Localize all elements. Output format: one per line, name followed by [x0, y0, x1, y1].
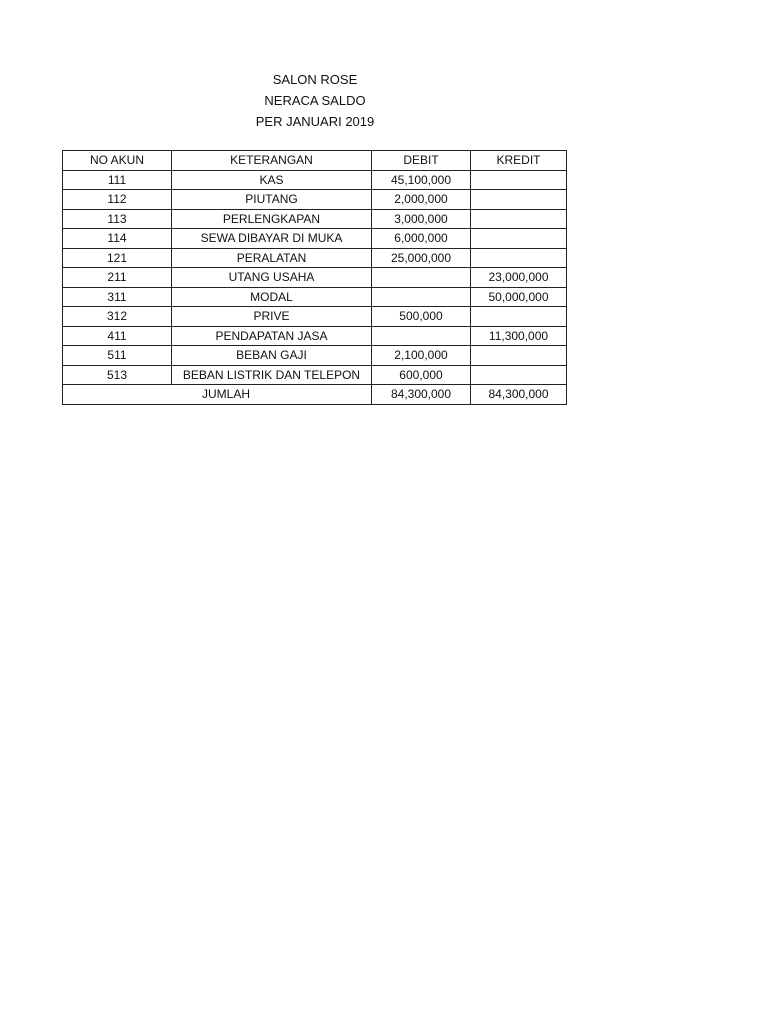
column-header-account-number: NO AKUN: [63, 151, 172, 171]
table-row: [63, 326, 567, 346]
credit-cell: 50,000,000: [471, 287, 567, 307]
total-debit: 84,300,000: [372, 385, 471, 405]
trial-balance-table: [62, 150, 567, 405]
total-row: [63, 385, 567, 405]
table-body: [63, 170, 567, 385]
table-row: [63, 248, 567, 268]
account-number-cell: 211: [63, 268, 172, 288]
table-row: [63, 229, 567, 249]
credit-cell: [471, 190, 567, 210]
total-credit: 84,300,000: [471, 385, 567, 405]
description-cell: BEBAN GAJI: [172, 346, 372, 366]
table-row: [63, 190, 567, 210]
debit-cell: [372, 326, 471, 346]
table-row: [63, 209, 567, 229]
table-row: [63, 268, 567, 288]
description-cell: SEWA DIBAYAR DI MUKA: [172, 229, 372, 249]
credit-cell: [471, 248, 567, 268]
total-label: JUMLAH: [201, 387, 250, 402]
debit-cell: 25,000,000: [372, 248, 471, 268]
total-label-cell: [63, 385, 372, 405]
description-cell: PIUTANG: [172, 190, 372, 210]
debit-cell: 6,000,000: [372, 229, 471, 249]
debit-cell: 2,100,000: [372, 346, 471, 366]
credit-cell: [471, 365, 567, 385]
debit-cell: 45,100,000: [372, 170, 471, 190]
description-cell: PRIVE: [172, 307, 372, 327]
description-cell: PENDAPATAN JASA: [172, 326, 372, 346]
credit-cell: [471, 229, 567, 249]
table-row: [63, 346, 567, 366]
account-number-cell: 511: [63, 346, 172, 366]
account-number-cell: 311: [63, 287, 172, 307]
credit-cell: [471, 170, 567, 190]
description-cell: PERALATAN: [172, 248, 372, 268]
report-period: PER JANUARI 2019: [255, 114, 375, 129]
table-row: [63, 307, 567, 327]
debit-cell: 3,000,000: [372, 209, 471, 229]
account-number-cell: 113: [63, 209, 172, 229]
table-row: [63, 170, 567, 190]
debit-cell: 500,000: [372, 307, 471, 327]
account-number-cell: 121: [63, 248, 172, 268]
account-number-cell: 112: [63, 190, 172, 210]
column-header-debit: DEBIT: [372, 151, 471, 171]
credit-cell: [471, 346, 567, 366]
table-header-row: [63, 151, 567, 171]
description-cell: UTANG USAHA: [172, 268, 372, 288]
company-name: SALON ROSE: [272, 72, 358, 87]
table-row: [63, 287, 567, 307]
account-number-cell: 411: [63, 326, 172, 346]
debit-cell: [372, 287, 471, 307]
column-header-description: KETERANGAN: [172, 151, 372, 171]
column-header-credit: KREDIT: [471, 151, 567, 171]
account-number-cell: 312: [63, 307, 172, 327]
credit-cell: [471, 307, 567, 327]
table-row: [63, 365, 567, 385]
account-number-cell: 114: [63, 229, 172, 249]
description-cell: MODAL: [172, 287, 372, 307]
credit-cell: [471, 209, 567, 229]
credit-cell: 23,000,000: [471, 268, 567, 288]
account-number-cell: 111: [63, 170, 172, 190]
description-cell: KAS: [172, 170, 372, 190]
debit-cell: 2,000,000: [372, 190, 471, 210]
account-number-cell: 513: [63, 365, 172, 385]
credit-cell: 11,300,000: [471, 326, 567, 346]
description-cell: PERLENGKAPAN: [172, 209, 372, 229]
debit-cell: 600,000: [372, 365, 471, 385]
debit-cell: [372, 268, 471, 288]
report-title: NERACA SALDO: [264, 93, 366, 108]
description-cell: BEBAN LISTRIK DAN TELEPON: [172, 365, 372, 385]
